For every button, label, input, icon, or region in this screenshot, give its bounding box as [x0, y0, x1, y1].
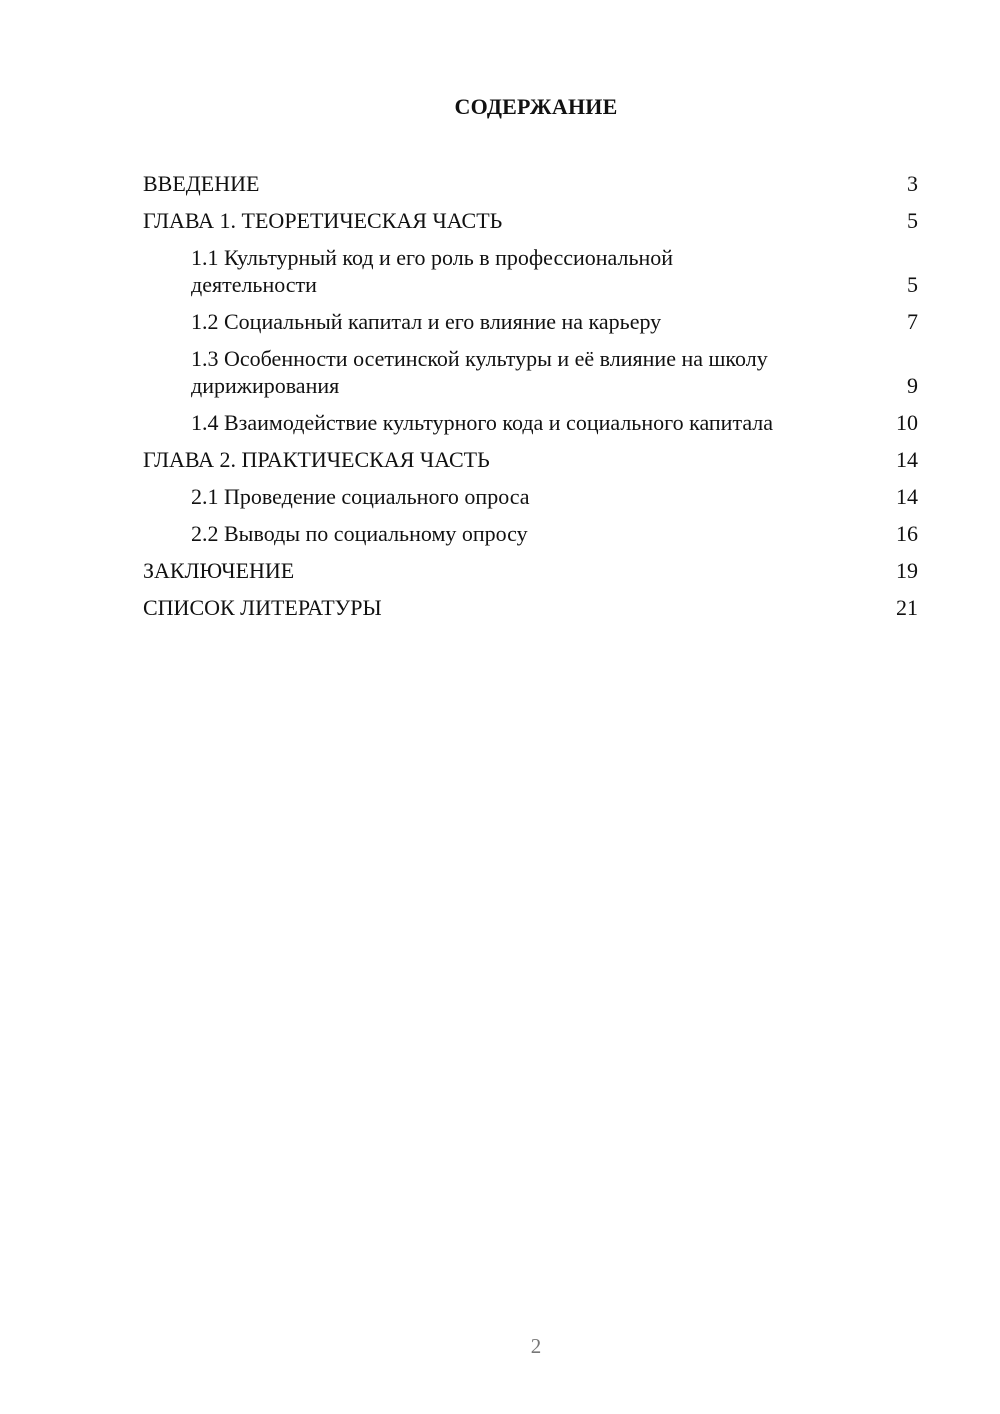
toc-entry-page: 5: [907, 272, 918, 297]
toc-entry-page: 5: [907, 208, 918, 233]
toc-entry-page: 7: [907, 309, 918, 334]
toc-entry-label: 1.2 Социальный капитал и его влияние на карьеру: [191, 309, 662, 334]
toc-entry-page: 3: [907, 171, 918, 196]
toc-entry-label: ВВЕДЕНИЕ: [143, 171, 260, 196]
toc-entry-chapter-1[interactable]: [143, 207, 918, 234]
toc-entry-introduction[interactable]: [143, 170, 918, 197]
toc-entry-section-1-1[interactable]: [143, 244, 918, 298]
toc-entry-label: 1.3 Особенности осетинской культуры и её влияние на школу дирижирования: [191, 346, 768, 398]
toc-entry-bibliography[interactable]: [143, 594, 918, 621]
table-of-contents: [143, 170, 918, 631]
toc-entry-label: 1.1 Культурный код и его роль в профессиональной деятельности: [191, 245, 674, 297]
page-title: СОДЕРЖАНИЕ: [454, 94, 618, 119]
toc-entry-label: ГЛАВА 1. ТЕОРЕТИЧЕСКАЯ ЧАСТЬ: [143, 208, 503, 233]
toc-entry-conclusion[interactable]: [143, 557, 918, 584]
toc-entry-page: 14: [896, 484, 918, 509]
toc-entry-page: 14: [896, 447, 918, 472]
toc-entry-page: 16: [896, 521, 918, 546]
toc-entry-label: ГЛАВА 2. ПРАКТИЧЕСКАЯ ЧАСТЬ: [143, 447, 490, 472]
toc-entry-section-1-4[interactable]: [143, 409, 918, 436]
toc-entry-section-1-2[interactable]: [143, 308, 918, 335]
toc-entry-page: 10: [896, 410, 918, 435]
toc-entry-label: 2.1 Проведение социального опроса: [191, 484, 530, 509]
toc-entry-label: 1.4 Взаимодействие культурного кода и социального капитала: [191, 410, 774, 435]
toc-entry-page: 19: [896, 558, 918, 583]
page-number: 2: [530, 1334, 542, 1358]
toc-entry-label: 2.2 Выводы по социальному опросу: [191, 521, 528, 546]
toc-entry-section-2-2[interactable]: [143, 520, 918, 547]
toc-entry-label: ЗАКЛЮЧЕНИЕ: [143, 558, 295, 583]
toc-entry-section-1-3[interactable]: [143, 345, 918, 399]
toc-entry-section-2-1[interactable]: [143, 483, 918, 510]
toc-entry-page: 9: [907, 373, 918, 398]
toc-entry-page: 21: [896, 595, 918, 620]
toc-entry-chapter-2[interactable]: [143, 446, 918, 473]
toc-entry-label: СПИСОК ЛИТЕРАТУРЫ: [143, 595, 382, 620]
